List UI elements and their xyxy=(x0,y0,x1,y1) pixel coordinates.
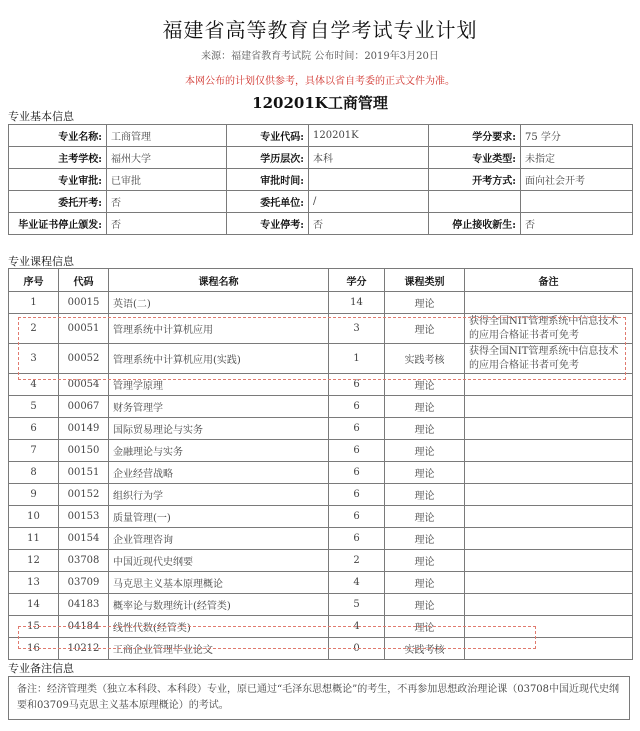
basic-row xyxy=(9,125,633,147)
table-row xyxy=(9,616,633,638)
label-entrusted-unit: 委托单位: xyxy=(227,191,309,213)
empty-cell xyxy=(521,191,633,213)
label-major-name: 专业名称: xyxy=(9,125,107,147)
table-row xyxy=(9,440,633,462)
course-no: 9 xyxy=(9,484,59,506)
course-code: 00152 xyxy=(59,484,109,506)
course-name: 概率论与数理统计(经管类) xyxy=(109,594,329,616)
course-no: 5 xyxy=(9,396,59,418)
basic-row xyxy=(9,213,633,235)
course-no: 14 xyxy=(9,594,59,616)
course-no: 8 xyxy=(9,462,59,484)
course-no: 1 xyxy=(9,292,59,314)
course-type: 理论 xyxy=(385,572,465,594)
course-no: 6 xyxy=(9,418,59,440)
course-header-row xyxy=(9,269,633,292)
course-note xyxy=(465,594,633,616)
course-type: 实践考核 xyxy=(385,344,465,374)
course-note xyxy=(465,440,633,462)
course-note xyxy=(465,572,633,594)
course-code: 00051 xyxy=(59,314,109,344)
value-approval-time xyxy=(309,169,429,191)
course-note xyxy=(465,550,633,572)
course-note xyxy=(465,616,633,638)
course-code: 00067 xyxy=(59,396,109,418)
basic-row xyxy=(9,147,633,169)
course-name: 管理系统中计算机应用 xyxy=(109,314,329,344)
col-header-type: 课程类别 xyxy=(385,269,465,292)
table-row xyxy=(9,550,633,572)
course-no: 15 xyxy=(9,616,59,638)
course-note xyxy=(465,292,633,314)
course-note: 获得全国NIT管理系统中信息技术的应用合格证书者可免考 xyxy=(465,314,633,344)
table-row xyxy=(9,344,633,374)
course-code: 00150 xyxy=(59,440,109,462)
course-credit: 6 xyxy=(329,440,385,462)
course-code: 03709 xyxy=(59,572,109,594)
course-name: 马克思主义基本原理概论 xyxy=(109,572,329,594)
empty-cell xyxy=(429,191,521,213)
table-row xyxy=(9,396,633,418)
course-credit: 2 xyxy=(329,550,385,572)
course-credit: 6 xyxy=(329,462,385,484)
table-row xyxy=(9,314,633,344)
course-name: 财务管理学 xyxy=(109,396,329,418)
col-header-no: 序号 xyxy=(9,269,59,292)
value-diploma-stopped: 否 xyxy=(107,213,227,235)
remarks-text: 备注：经济管理类（独立本科段、本科段）专业，原已通过“毛泽东思想概论”的考生，不再参加思想政治理论课（03708中国近现代史纲要和03709马克思主义基本原理概论）的考试。 xyxy=(8,676,630,720)
course-credit: 6 xyxy=(329,418,385,440)
course-name: 中国近现代史纲要 xyxy=(109,550,329,572)
course-no: 10 xyxy=(9,506,59,528)
basic-row xyxy=(9,191,633,213)
course-type: 理论 xyxy=(385,462,465,484)
col-header-note: 备注 xyxy=(465,269,633,292)
course-note xyxy=(465,396,633,418)
basic-info-heading: 专业基本信息 xyxy=(8,110,74,123)
course-type: 理论 xyxy=(385,528,465,550)
course-type: 实践考核 xyxy=(385,638,465,660)
course-note xyxy=(465,506,633,528)
label-approval-time: 审批时间: xyxy=(227,169,309,191)
course-type: 理论 xyxy=(385,484,465,506)
value-major-suspended: 否 xyxy=(309,213,429,235)
course-type: 理论 xyxy=(385,594,465,616)
course-credit: 0 xyxy=(329,638,385,660)
value-education-level: 本科 xyxy=(309,147,429,169)
course-no: 11 xyxy=(9,528,59,550)
course-name: 质量管理(一) xyxy=(109,506,329,528)
table-row xyxy=(9,594,633,616)
table-row xyxy=(9,528,633,550)
label-major-code: 专业代码: xyxy=(227,125,309,147)
course-note xyxy=(465,638,633,660)
course-type: 理论 xyxy=(385,440,465,462)
value-major-name: 工商管理 xyxy=(107,125,227,147)
course-code: 04183 xyxy=(59,594,109,616)
course-code: 00149 xyxy=(59,418,109,440)
value-major-type: 未指定 xyxy=(521,147,633,169)
course-credit: 6 xyxy=(329,374,385,396)
col-header-credit: 学分 xyxy=(329,269,385,292)
value-entrusted-exam: 否 xyxy=(107,191,227,213)
course-type: 理论 xyxy=(385,292,465,314)
course-type: 理论 xyxy=(385,616,465,638)
course-note xyxy=(465,528,633,550)
course-info-heading: 专业课程信息 xyxy=(8,255,74,268)
course-code: 03708 xyxy=(59,550,109,572)
disclaimer-notice: 本网公布的计划仅供参考，具体以省自考委的正式文件为准。 xyxy=(185,76,455,87)
value-major-code: 120201K xyxy=(309,125,429,147)
course-note xyxy=(465,462,633,484)
basic-info-table xyxy=(8,124,633,235)
source-line: 来源：福建省教育考试院 公布时间：2019年3月20日 xyxy=(201,51,439,62)
value-approval: 已审批 xyxy=(107,169,227,191)
course-no: 16 xyxy=(9,638,59,660)
label-major-type: 专业类型: xyxy=(429,147,521,169)
course-credit: 6 xyxy=(329,506,385,528)
course-credit: 4 xyxy=(329,616,385,638)
label-entrusted-exam: 委托开考: xyxy=(9,191,107,213)
table-row xyxy=(9,638,633,660)
course-credit: 14 xyxy=(329,292,385,314)
course-name: 管理系统中计算机应用(实践) xyxy=(109,344,329,374)
course-type: 理论 xyxy=(385,396,465,418)
major-title: 120201K工商管理 xyxy=(252,94,388,112)
col-header-name: 课程名称 xyxy=(109,269,329,292)
table-row xyxy=(9,484,633,506)
course-note xyxy=(465,484,633,506)
course-no: 4 xyxy=(9,374,59,396)
table-row xyxy=(9,418,633,440)
course-type: 理论 xyxy=(385,550,465,572)
course-code: 10212 xyxy=(59,638,109,660)
table-row xyxy=(9,572,633,594)
course-type: 理论 xyxy=(385,506,465,528)
course-type: 理论 xyxy=(385,374,465,396)
course-credit: 5 xyxy=(329,594,385,616)
value-main-school: 福州大学 xyxy=(107,147,227,169)
table-row xyxy=(9,374,633,396)
course-name: 国际贸易理论与实务 xyxy=(109,418,329,440)
value-stop-enrollment: 否 xyxy=(521,213,633,235)
course-note: 获得全国NIT管理系统中信息技术的应用合格证书者可免考 xyxy=(465,344,633,374)
course-no: 13 xyxy=(9,572,59,594)
course-code: 00151 xyxy=(59,462,109,484)
course-name: 管理学原理 xyxy=(109,374,329,396)
table-row xyxy=(9,506,633,528)
course-type: 理论 xyxy=(385,314,465,344)
label-approval: 专业审批: xyxy=(9,169,107,191)
course-credit: 6 xyxy=(329,484,385,506)
label-major-suspended: 专业停考: xyxy=(227,213,309,235)
label-credit-requirement: 学分要求: xyxy=(429,125,521,147)
remarks-heading: 专业备注信息 xyxy=(8,662,74,675)
course-code: 00054 xyxy=(59,374,109,396)
label-stop-enrollment: 停止接收新生: xyxy=(429,213,521,235)
course-name: 组织行为学 xyxy=(109,484,329,506)
course-code: 00153 xyxy=(59,506,109,528)
course-credit: 3 xyxy=(329,314,385,344)
table-row xyxy=(9,462,633,484)
course-code: 04184 xyxy=(59,616,109,638)
course-credit: 1 xyxy=(329,344,385,374)
course-no: 12 xyxy=(9,550,59,572)
course-name: 线性代数(经管类) xyxy=(109,616,329,638)
page-title: 福建省高等教育自学考试专业计划 xyxy=(162,18,478,42)
course-name: 金融理论与实务 xyxy=(109,440,329,462)
course-credit: 6 xyxy=(329,528,385,550)
course-note xyxy=(465,374,633,396)
col-header-code: 代码 xyxy=(59,269,109,292)
course-code: 00015 xyxy=(59,292,109,314)
value-credit-requirement: 75 学分 xyxy=(521,125,633,147)
course-no: 2 xyxy=(9,314,59,344)
course-table xyxy=(8,268,633,660)
course-no: 3 xyxy=(9,344,59,374)
label-diploma-stopped: 毕业证书停止颁发: xyxy=(9,213,107,235)
course-name: 企业经营战略 xyxy=(109,462,329,484)
label-education-level: 学历层次: xyxy=(227,147,309,169)
course-note xyxy=(465,418,633,440)
course-code: 00154 xyxy=(59,528,109,550)
course-credit: 6 xyxy=(329,396,385,418)
table-row xyxy=(9,292,633,314)
value-exam-mode: 面向社会开考 xyxy=(521,169,633,191)
course-name: 企业管理咨询 xyxy=(109,528,329,550)
label-exam-mode: 开考方式: xyxy=(429,169,521,191)
course-name: 工商企业管理毕业论文 xyxy=(109,638,329,660)
course-credit: 4 xyxy=(329,572,385,594)
course-no: 7 xyxy=(9,440,59,462)
label-main-school: 主考学校: xyxy=(9,147,107,169)
value-entrusted-unit: / xyxy=(309,191,429,213)
basic-row xyxy=(9,169,633,191)
course-name: 英语(二) xyxy=(109,292,329,314)
course-code: 00052 xyxy=(59,344,109,374)
course-type: 理论 xyxy=(385,418,465,440)
